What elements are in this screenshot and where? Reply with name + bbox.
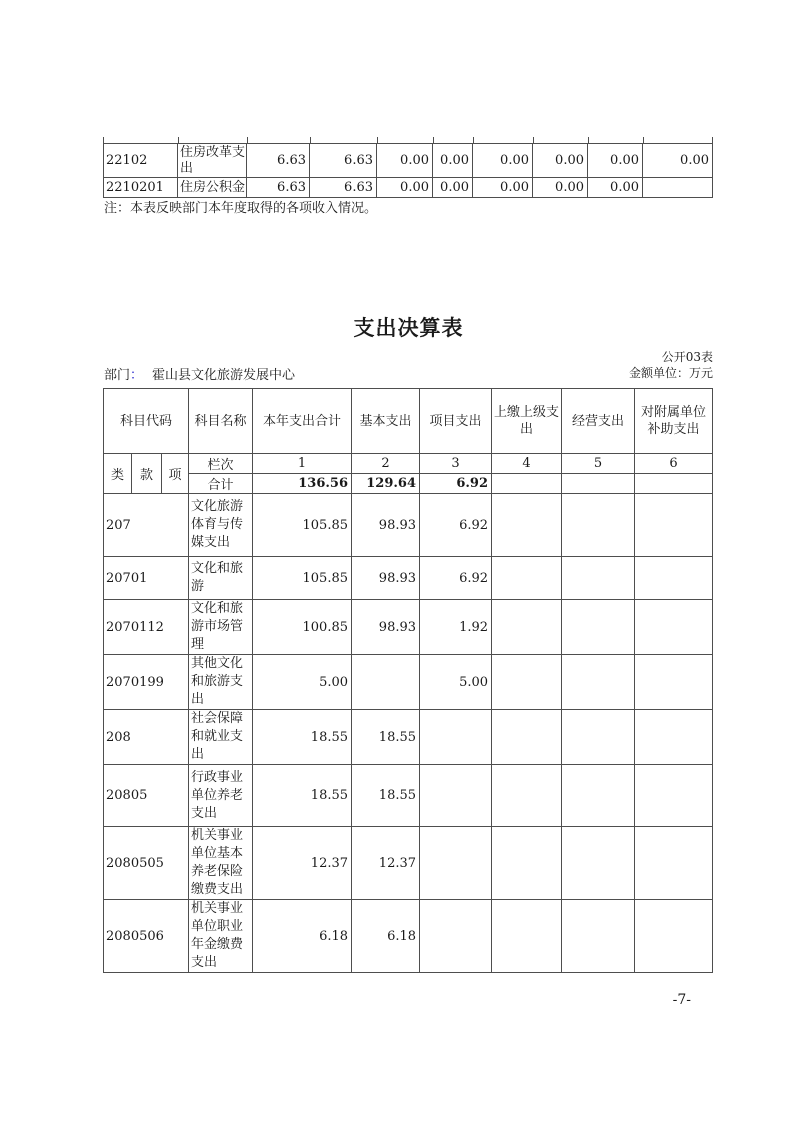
value-cell bbox=[492, 900, 562, 973]
lanci-label: 栏次 bbox=[189, 454, 253, 474]
value-cell: 0.00 bbox=[377, 178, 433, 198]
column-number: 5 bbox=[562, 454, 635, 474]
value-cell: 18.55 bbox=[253, 710, 352, 765]
page-number: -7- bbox=[672, 992, 691, 1008]
continuation-tick bbox=[247, 137, 248, 143]
column-number: 3 bbox=[420, 454, 492, 474]
value-cell bbox=[635, 827, 713, 900]
value-cell bbox=[352, 655, 420, 710]
total-row bbox=[104, 474, 713, 494]
table-row bbox=[104, 655, 713, 710]
value-cell: 6.63 bbox=[247, 178, 310, 198]
continuation-tick bbox=[533, 137, 534, 143]
meta-line bbox=[104, 364, 713, 383]
value-cell bbox=[562, 557, 635, 600]
value-cell bbox=[635, 600, 713, 655]
value-cell: 0.00 bbox=[433, 178, 473, 198]
continuation-tick bbox=[377, 137, 378, 143]
name-cell: 其他文化和旅游支出 bbox=[189, 655, 253, 710]
value-cell: 98.93 bbox=[352, 557, 420, 600]
value-cell bbox=[562, 655, 635, 710]
continuation-tick bbox=[588, 137, 589, 143]
value-cell: 105.85 bbox=[253, 557, 352, 600]
value-cell bbox=[562, 900, 635, 973]
value-cell bbox=[420, 710, 492, 765]
department-line bbox=[104, 364, 295, 383]
value-cell bbox=[635, 900, 713, 973]
code-cell: 2080505 bbox=[104, 827, 189, 900]
code-cell: 207 bbox=[104, 494, 189, 557]
name-cell: 文化和旅游 bbox=[189, 557, 253, 600]
table-row bbox=[104, 900, 713, 973]
doc-number-label: 公开03表 bbox=[661, 350, 713, 364]
table-row bbox=[104, 765, 713, 827]
value-cell: 0.00 bbox=[473, 178, 533, 198]
sub-header-class: 类 bbox=[104, 454, 132, 494]
income-table bbox=[103, 143, 713, 198]
column-number: 4 bbox=[492, 454, 562, 474]
name-cell: 机关事业单位职业年金缴费支出 bbox=[189, 900, 253, 973]
code-cell: 2070112 bbox=[104, 600, 189, 655]
continuation-tick bbox=[103, 137, 104, 143]
value-cell: 0.00 bbox=[533, 144, 588, 178]
name-cell: 机关事业单位基本养老保险缴费支出 bbox=[189, 827, 253, 900]
header-col-basic: 基本支出 bbox=[352, 389, 420, 454]
header-col-operating: 经营支出 bbox=[562, 389, 635, 454]
value-cell bbox=[562, 827, 635, 900]
value-cell bbox=[492, 557, 562, 600]
code-cell: 22102 bbox=[104, 144, 178, 178]
value-cell: 0.00 bbox=[533, 178, 588, 198]
sub-header-section: 款 bbox=[132, 454, 162, 494]
value-cell bbox=[492, 765, 562, 827]
value-cell bbox=[420, 900, 492, 973]
page-title: 支出决算表 bbox=[353, 315, 464, 340]
name-cell: 住房改革支出 bbox=[178, 144, 247, 178]
code-cell: 20805 bbox=[104, 765, 189, 827]
total-value-cell bbox=[492, 474, 562, 494]
name-cell: 社会保障和就业支出 bbox=[189, 710, 253, 765]
value-cell bbox=[562, 765, 635, 827]
table-continuation-ticks bbox=[103, 137, 713, 143]
code-cell: 2080506 bbox=[104, 900, 189, 973]
value-cell bbox=[492, 827, 562, 900]
name-cell: 文化旅游体育与传媒支出 bbox=[189, 494, 253, 557]
total-value-cell bbox=[562, 474, 635, 494]
value-cell bbox=[643, 178, 713, 198]
value-cell: 18.55 bbox=[352, 710, 420, 765]
name-cell: 文化和旅游市场管理 bbox=[189, 600, 253, 655]
value-cell: 98.93 bbox=[352, 600, 420, 655]
header-col-total: 本年支出合计 bbox=[253, 389, 352, 454]
value-cell: 0.00 bbox=[588, 144, 643, 178]
value-cell: 0.00 bbox=[433, 144, 473, 178]
expenditure-table-wrap bbox=[103, 388, 713, 973]
total-label: 合计 bbox=[189, 474, 253, 494]
continuation-tick bbox=[433, 137, 434, 143]
table-row bbox=[104, 710, 713, 765]
value-cell bbox=[635, 494, 713, 557]
value-cell: 0.00 bbox=[377, 144, 433, 178]
code-cell: 208 bbox=[104, 710, 189, 765]
value-cell: 6.18 bbox=[352, 900, 420, 973]
code-cell: 20701 bbox=[104, 557, 189, 600]
header-col-subsidy: 对附属单位补助支出 bbox=[635, 389, 713, 454]
table-row bbox=[104, 494, 713, 557]
department-colon: ： bbox=[130, 368, 144, 383]
name-cell: 行政事业单位养老支出 bbox=[189, 765, 253, 827]
value-cell: 6.63 bbox=[310, 144, 377, 178]
table-row bbox=[104, 557, 713, 600]
total-value-cell bbox=[635, 474, 713, 494]
column-number: 2 bbox=[352, 454, 420, 474]
value-cell: 6.18 bbox=[253, 900, 352, 973]
value-cell: 100.85 bbox=[253, 600, 352, 655]
value-cell: 0.00 bbox=[643, 144, 713, 178]
amount-unit-label: 金额单位：万元 bbox=[628, 366, 713, 380]
value-cell: 98.93 bbox=[352, 494, 420, 557]
value-cell bbox=[562, 600, 635, 655]
value-cell: 0.00 bbox=[588, 178, 643, 198]
value-cell bbox=[420, 827, 492, 900]
table-row bbox=[104, 178, 713, 198]
value-cell bbox=[492, 600, 562, 655]
value-cell: 6.63 bbox=[247, 144, 310, 178]
column-number: 1 bbox=[253, 454, 352, 474]
income-table-continuation bbox=[103, 137, 714, 198]
table-note: 注：本表反映部门本年度取得的各项收入情况。 bbox=[104, 201, 378, 216]
value-cell: 6.92 bbox=[420, 494, 492, 557]
header-subject-code: 科目代码 bbox=[104, 389, 189, 454]
continuation-tick bbox=[712, 137, 713, 143]
table-row bbox=[104, 827, 713, 900]
code-cell: 2210201 bbox=[104, 178, 178, 198]
value-cell: 0.00 bbox=[473, 144, 533, 178]
expenditure-table bbox=[103, 388, 713, 973]
value-cell bbox=[562, 710, 635, 765]
department-name: 霍山县文化旅游发展中心 bbox=[152, 368, 296, 383]
continuation-tick bbox=[643, 137, 644, 143]
value-cell: 105.85 bbox=[253, 494, 352, 557]
value-cell bbox=[492, 494, 562, 557]
header-col-remit: 上缴上级支出 bbox=[492, 389, 562, 454]
total-value-cell: 136.56 bbox=[253, 474, 352, 494]
value-cell: 12.37 bbox=[253, 827, 352, 900]
value-cell: 5.00 bbox=[420, 655, 492, 710]
total-value-cell: 6.92 bbox=[420, 474, 492, 494]
continuation-tick bbox=[310, 137, 311, 143]
value-cell: 18.55 bbox=[253, 765, 352, 827]
column-index-row bbox=[104, 454, 713, 474]
header-row bbox=[104, 389, 713, 454]
continuation-tick bbox=[473, 137, 474, 143]
name-cell: 住房公积金 bbox=[178, 178, 247, 198]
column-number: 6 bbox=[635, 454, 713, 474]
code-cell: 2070199 bbox=[104, 655, 189, 710]
value-cell: 6.63 bbox=[310, 178, 377, 198]
value-cell bbox=[635, 557, 713, 600]
value-cell: 1.92 bbox=[420, 600, 492, 655]
value-cell bbox=[635, 710, 713, 765]
continuation-tick bbox=[178, 137, 179, 143]
value-cell: 12.37 bbox=[352, 827, 420, 900]
value-cell bbox=[420, 765, 492, 827]
value-cell: 18.55 bbox=[352, 765, 420, 827]
table-row bbox=[104, 600, 713, 655]
department-label: 部门 bbox=[104, 368, 131, 383]
value-cell bbox=[562, 494, 635, 557]
header-col-project: 项目支出 bbox=[420, 389, 492, 454]
total-value-cell: 129.64 bbox=[352, 474, 420, 494]
header-subject-name: 科目名称 bbox=[189, 389, 253, 454]
sub-header-item: 项 bbox=[162, 454, 189, 494]
table-row bbox=[104, 144, 713, 178]
value-cell bbox=[635, 765, 713, 827]
value-cell bbox=[492, 655, 562, 710]
value-cell bbox=[492, 710, 562, 765]
value-cell: 6.92 bbox=[420, 557, 492, 600]
value-cell bbox=[635, 655, 713, 710]
value-cell: 5.00 bbox=[253, 655, 352, 710]
